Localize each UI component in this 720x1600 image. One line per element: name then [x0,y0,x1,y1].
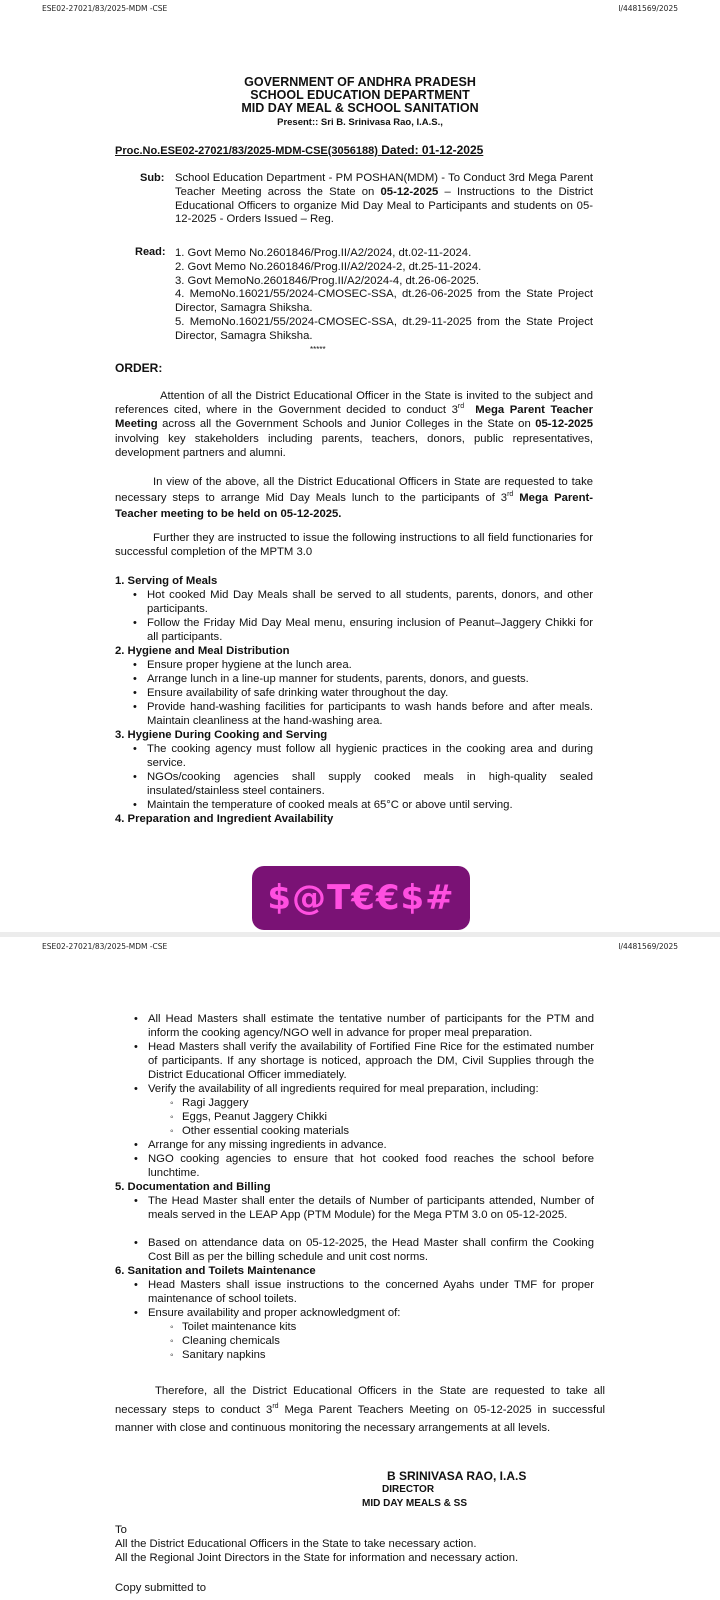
bullet-item: • Follow the Friday Mid Day Meal menu, ensuring inclusion of Peanut–Jaggery Chikki for all participants. [147,617,593,645]
subject-date: 05-12-2025 [380,185,439,198]
reference-item: 2. Govt Memo No.2601846/Prog.II/A2/2024-2, dt.25-11-2024. [175,260,482,273]
reference-list [175,247,593,344]
subject-part: – Instructions to the District Educational Officers to organize Mid Day Meal to Participants and students on 05-12-2025 - Orders Issued – Reg. [175,185,593,226]
bullet-item: • Head Masters shall verify the availability of Fortified Fine Rice for the estimated number of participants. If any shortage is noticed, approach the DM, Civil Supplies through the District Educational Officer immediately. [148,1041,594,1082]
to-label: To [115,1524,127,1536]
bullet-item: • The cooking agency must follow all hygienic practices in the cooking area and during service. [147,743,593,771]
proceedings-line [115,143,483,157]
recipient-line: All the Regional Joint Directors in the State for information and necessary action. [115,1552,519,1564]
order-paragraph-1 [115,389,593,460]
bullet-item: • The Head Master shall enter the details of Number of participants attended, Number of meals served in the LEAP App (PTM Module) for the Mega PTM 3.0 on 05-12-2025. [148,1195,594,1223]
separator-stars: ***** [310,345,326,354]
bullet-item: • Arrange lunch in a line-up manner for students, parents, donors, and guests. [147,673,593,687]
para-text: Attention of all the District Educational Officer in the State is invited to the subject and references cited, where in the Government decided to conduct 3 [115,390,593,417]
bullet-item: • Provide hand-washing facilities for participants to wash hands before and after meals. Maintain cleanliness at the hand-washing area. [147,701,593,729]
proceedings-number: Proc.No.ESE02-27021/83/2025-MDM-CSE(3056188) [115,145,378,157]
bullet-item: • Hot cooked Mid Day Meals shall be served to all students, parents, donors, and other participants. [147,589,593,617]
page-header-left: ESE02-27021/83/2025-MDM -CSE [42,4,168,13]
section-heading: 4. Preparation and Ingredient Availability [115,813,334,825]
government-title: GOVERNMENT OF ANDHRA PRADESH [244,75,476,89]
bullet-item: • NGOs/cooking agencies shall supply cooked meals in high-quality sealed insulated/stainless steel containers. [147,771,593,799]
bullet-item: • Arrange for any missing ingredients in advance. [148,1139,594,1153]
sub-bullet-item: ◦ Eggs, Peanut Jaggery Chikki [182,1111,327,1125]
superscript: rd [272,1402,279,1410]
section-heading: 1. Serving of Meals [115,575,218,587]
section-heading: 2. Hygiene and Meal Distribution [115,645,290,657]
sub-bullet-item: ◦ Toilet maintenance kits [182,1321,296,1335]
proceedings-date: Dated: 01-12-2025 [377,143,484,157]
page-header-right: I/4481569/2025 [618,942,678,951]
para-bold: 05-12-2025 [535,418,593,431]
bullet-item: • Head Masters shall issue instructions to the concerned Ayahs under TMF for proper maintenance of school toilets. [148,1279,594,1307]
signatory-name: B SRINIVASA RAO, I.A.S [387,1469,527,1483]
sub-bullet-item: ◦ Ragi Jaggery [182,1097,249,1111]
para-text: involving key stakeholders including parents, teachers, donors, public representatives, development partners and alumni. [115,432,593,459]
sub-bullet-item: ◦ Cleaning chemicals [182,1335,280,1349]
copy-label: Copy submitted to [115,1582,207,1594]
superscript: rd [457,403,465,411]
para-text: Therefore, all the District Educational Officers in the State are requested to take all necessary steps to conduct 3 [115,1385,605,1416]
page-header-right: I/4481569/2025 [618,4,678,13]
para-bold: Mega Parent-Teacher meeting to be held on 05-12-2025. [115,492,593,520]
para-text: Mega Parent Teachers Meeting on 05-12-2025 in successful manner with close and continuous monitoring the necessary arrangements at all levels. [115,1403,605,1434]
section-title: MID DAY MEAL & SCHOOL SANITATION [241,101,479,115]
section-heading: 6. Sanitation and Toilets Maintenance [115,1265,316,1277]
signatory-office: MID DAY MEALS & SS [362,1498,468,1509]
bullet-item: • NGO cooking agencies to ensure that hot cooked food reaches the school before lunchtime. [148,1153,594,1181]
para-text: In view of the above, all the District Educational Officers in State are requested to take necessary steps to arrange Mid Day Meals lunch to the participants of 3 [115,476,593,504]
bullet-item: • Maintain the temperature of cooked meals at 65°C or above until serving. [147,799,593,813]
recipient-line: All the District Educational Officers in the State to take necessary action. [115,1538,477,1550]
sub-bullet-item: ◦ Sanitary napkins [182,1349,266,1363]
para-text: across all the Government Schools and Junior Colleges in the State on [157,418,536,431]
signatory-title: DIRECTOR [382,1484,435,1495]
page-header-left: ESE02-27021/83/2025-MDM -CSE [42,942,168,951]
read-label: Read: [135,246,166,258]
page-separator [0,932,720,937]
bullet-item: • Ensure proper hygiene at the lunch area. [147,659,593,673]
reference-item: 3. Govt MemoNo.2601846/Prog.II/A2/2024-4, dt.26-06-2025. [175,274,479,287]
section-heading: 3. Hygiene During Cooking and Serving [115,729,328,741]
bullet-item: • Based on attendance data on 05-12-2025, the Head Master shall confirm the Cooking Cost Bill as per the billing schedule and unit cost norms. [148,1237,594,1265]
superscript: rd [507,491,514,499]
reference-item: 4. MemoNo.16021/55/2024-CMOSEC-SSA, dt.26-06-2025 from the State Project Director, Samagra Shiksha. [175,288,593,315]
reference-item: 5. MemoNo.16021/55/2024-CMOSEC-SSA, dt.29-11-2025 from the State Project Director, Samagra Shiksha. [175,315,593,342]
bullet-item: • Verify the availability of all ingredients required for meal preparation, including: [148,1083,594,1097]
sub-label: Sub: [140,172,165,184]
bullet-item: • Ensure availability and proper acknowledgment of: [148,1307,594,1321]
order-paragraph-2 [115,474,593,522]
present-line: Present:: Sri B. Srinivasa Rao, I.A.S., [277,117,443,128]
watermark-badge: $@T€€$# [252,866,470,930]
subject-text [175,172,593,227]
bullet-item: • All Head Masters shall estimate the tentative number of participants for the PTM and inform the cooking agency/NGO well in advance for proper meal preparation. [148,1013,594,1041]
para-bold: Mega Parent Teacher Meeting [115,404,593,431]
department-title: SCHOOL EDUCATION DEPARTMENT [250,88,470,102]
sub-bullet-item: ◦ Other essential cooking materials [182,1125,349,1139]
order-paragraph-3: Further they are instructed to issue the following instructions to all field functionaries for successful completion of the MPTM 3.0 [115,532,593,558]
closing-paragraph [115,1382,605,1438]
bullet-item: • Ensure availability of safe drinking water throughout the day. [147,687,593,701]
section-heading: 5. Documentation and Billing [115,1181,271,1193]
subject-part: School Education Department - PM POSHAN(MDM) - To Conduct 3rd Mega Parent Teacher Meeting across the State on [175,172,593,198]
order-heading: ORDER: [115,361,163,375]
reference-item: 1. Govt Memo No.2601846/Prog.II/A2/2024, dt.02-11-2024. [175,247,472,259]
